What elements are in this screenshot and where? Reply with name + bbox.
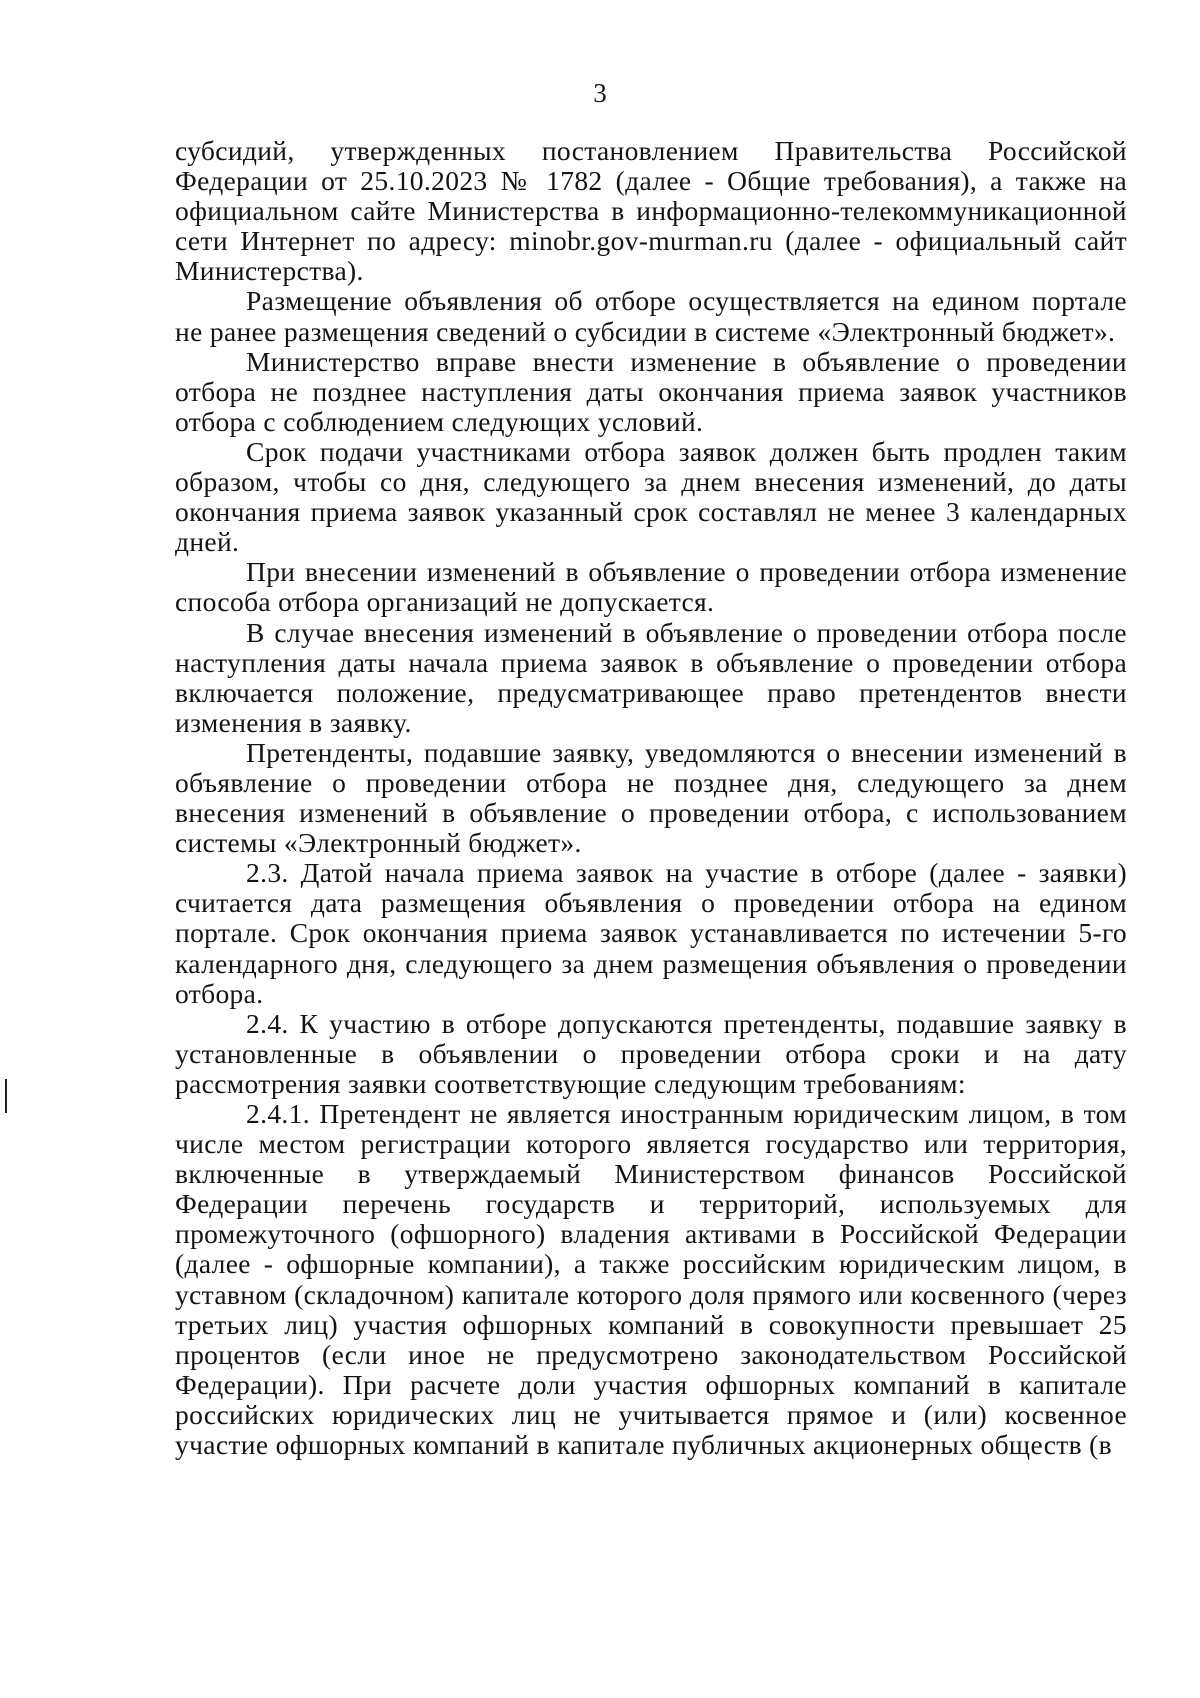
paragraph-continuation: субсидий, утвержденных постановлением Правительства Российской Федерации от 25.10.2023 № 1782 (далее - Общие требования), а также на официальном сайте Министерства в информационно-телекоммуникационной сети Интернет по адресу: minobr.gov-murman.ru (далее - официальный сайт Министерства).: [175, 135, 1127, 287]
paragraph-deadline-extension: Срок подачи участниками отбора заявок должен быть продлен таким образом, чтобы со дня, следующего за днем внесения изменений, до даты окончания приема заявок указанный срок составлял не менее 3 календарных дней.: [175, 435, 1127, 558]
paragraph-announcement-placement: Размещение объявления об отборе осуществляется на едином портале не ранее размещения сведений о субсидии в системе «Электронный бюджет».: [175, 285, 1127, 347]
scan-margin-mark: [5, 1079, 7, 1113]
paragraph-section-2-4-1: 2.4.1. Претендент не является иностранным юридическим лицом, в том числе местом регистрации которого является государство или территория, включенные в утверждаемый Министерством финансов Российской Федерации перечень государств и территорий, используемых для промежуточного (офшорного) владения активами в Российской Федерации (далее - офшорные компании), а также российским юридическим лицом, в уставном (складочном) капитале которого доля прямого или косвенного (через третьих лиц) участия офшорных компаний в совокупности превышает 25 процентов (если иное не предусмотрено законодательством Российской Федерации). При расчете доли участия офшорных компаний в капитале российских юридических лиц не учитывается прямое и (или) косвенное участие офшорных компаний в капитале публичных акционерных обществ (в: [175, 1098, 1127, 1461]
paragraph-applicant-notification: Претенденты, подавшие заявку, уведомляются о внесении изменений в объявление о проведении отбора не позднее дня, следующего за днем внесения изменений в объявление о проведении отбора, с использованием системы «Электронный бюджет».: [175, 736, 1127, 859]
paragraph-announcement-changes: Министерство вправе внести изменение в объявление о проведении отбора не позднее наступления даты окончания приема заявок участников отбора с соблюдением следующих условий.: [175, 345, 1127, 437]
document-body: [175, 136, 1127, 1460]
paragraph-section-2-4: 2.4. К участию в отборе допускаются претенденты, подавшие заявку в установленные в объявлении о проведении отбора сроки и на дату рассмотрения заявки соответствующие следующим требованиям:: [175, 1007, 1127, 1099]
paragraph-section-2-3: 2.3. Датой начала приема заявок на участие в отборе (далее - заявки) считается дата размещения объявления о проведении отбора на едином портале. Срок окончания приема заявок устанавливается по истечении 5-го календарного дня, следующего за днем размещения объявления о проведении отбора.: [175, 857, 1127, 1009]
paragraph-changes-after-start: В случае внесения изменений в объявление о проведении отбора после наступления даты начала приема заявок в объявление о проведении отбора включается положение, предусматривающее право претендентов внести изменения в заявку.: [175, 616, 1127, 738]
page-number: 3: [593, 78, 607, 108]
paragraph-selection-method: При внесении изменений в объявление о проведении отбора изменение способа отбора организаций не допускается.: [175, 556, 1127, 618]
